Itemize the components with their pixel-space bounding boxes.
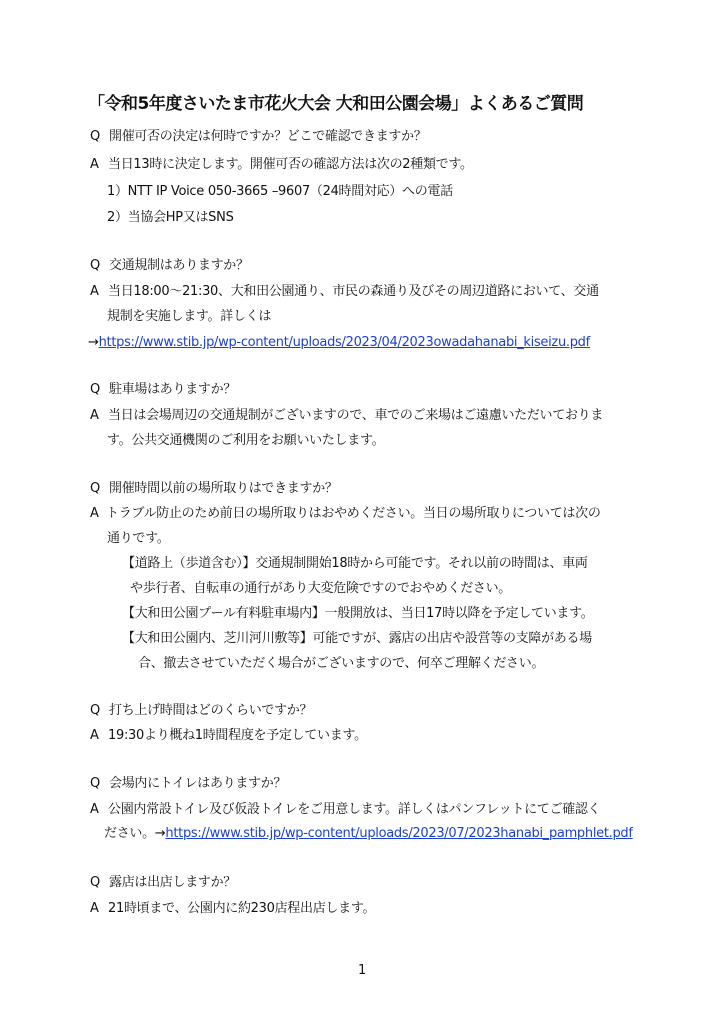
question-6: 会場内にトイレはありますか？ — [109, 776, 287, 791]
page-title: 「令和5年度さいたま市花火大会 大和田公園会場」よくあるご質問 — [88, 94, 584, 114]
a-label: A — [90, 901, 99, 916]
answer-6-line-2: ださい。→ — [104, 826, 166, 841]
q-label: Q — [90, 129, 101, 144]
answer-4-sub-1: 【道路上（歩道含む）】交通規制開始18時から可能です。それ以前の時間は、車両 — [122, 556, 588, 571]
q-label: Q — [90, 382, 101, 397]
q-label: Q — [90, 875, 101, 890]
answer-6-line-1: 公園内常設トイレ及び仮設トイレをご用意します。詳しくはパンフレットにてご確認く — [108, 802, 601, 817]
answer-7-line-1: 21時頃まで、公園内に約230店程出店します。 — [108, 901, 376, 916]
q-label: Q — [90, 258, 101, 273]
answer-1-list-1: 1）NTT IP Voice 050-3665 –9607（24時間対応）への電話 — [107, 184, 453, 199]
answer-4-sub-2: や歩行者、自転車の通行があり大変危険ですのでおやめください。 — [130, 581, 512, 596]
answer-5-line-1: 19:30より概ね1時間程度を予定しています。 — [108, 728, 367, 743]
answer-2-line-2: 規制を実施します。詳しくは — [107, 309, 272, 324]
q-label: Q — [90, 776, 101, 791]
answer-1-line-1: 当日13時に決定します。開催可否の確認方法は次の2種類です。 — [108, 157, 473, 172]
question-1: 開催可否の決定は何時ですか？どこで確認できますか？ — [109, 129, 427, 144]
answer-6-link-line — [104, 826, 633, 842]
answer-1-list-2: 2）当協会HP又はSNS — [107, 210, 234, 225]
traffic-map-link[interactable]: https://www.stib.jp/wp-content/uploads/2023/04/2023owadahanabi_kiseizu.pdf — [98, 335, 590, 350]
question-5: 打ち上げ時間はどのくらいですか？ — [109, 703, 313, 718]
q-label: Q — [90, 703, 101, 718]
arrow-glyph: → — [88, 335, 99, 350]
question-4: 開催時間以前の場所取りはできますか？ — [109, 481, 338, 496]
a-label: A — [90, 506, 99, 521]
answer-4-sub-4: 【大和田公園内、芝川河川敷等】可能ですが、露店の出店や設営等の支障がある場 — [122, 631, 592, 646]
a-label: A — [90, 802, 99, 817]
q-label: Q — [90, 481, 101, 496]
answer-4-line-2: 通りです。 — [107, 531, 170, 546]
answer-4-line-1: トラブル防止のため前日の場所取りはおやめください。当日の場所取りについては次の — [106, 506, 601, 521]
answer-2-line-1: 当日18:00～21:30、大和田公園通り、市民の森通り及びその周辺道路において、交通 — [108, 284, 599, 299]
a-label: A — [90, 408, 99, 423]
answer-3-line-2: す。公共交通機関のご利用をお願いいたします。 — [107, 433, 385, 448]
question-3: 駐車場はありますか？ — [109, 382, 237, 397]
answer-4-sub-5: 合、撤去させていただく場合がございますので、何卒ご理解ください。 — [138, 656, 545, 671]
page-number: 1 — [358, 963, 367, 978]
answer-4-sub-3: 【大和田公園プール有料駐車場内】一般開放は、当日17時以降を予定しています。 — [122, 606, 594, 621]
answer-2-link-line — [88, 335, 590, 351]
answer-3-line-1: 当日は会場周辺の交通規制がございますので、車でのご来場はご遠慮いただいておりま — [108, 408, 604, 423]
question-2: 交通規制はありますか？ — [109, 258, 249, 273]
a-label: A — [90, 284, 99, 299]
question-7: 露店は出店しますか？ — [109, 875, 237, 890]
pamphlet-link[interactable]: https://www.stib.jp/wp-content/uploads/2023/07/2023hanabi_pamphlet.pdf — [165, 826, 633, 841]
a-label: A — [90, 728, 99, 743]
a-label: A — [90, 157, 99, 172]
